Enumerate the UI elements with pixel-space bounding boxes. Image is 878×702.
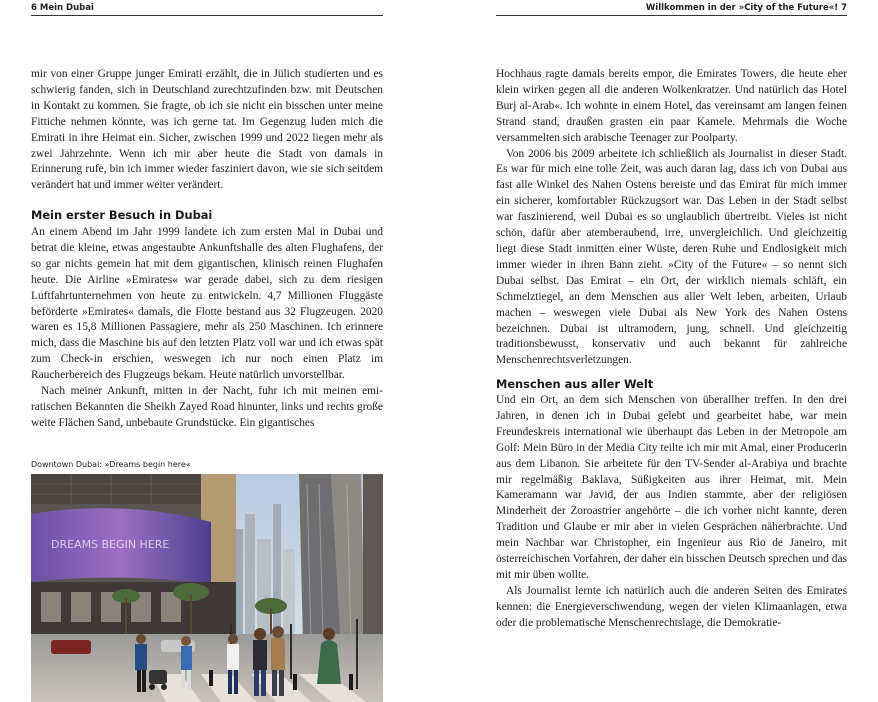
left-visit-text — [31, 225, 383, 432]
paragraph: Nach meiner Ankunft, mitten in der Nacht, fuhr ich mit meinen emiratischen Bekannten die Sheikh Zayed Road hinunter, links und rechts große weite Flächen Sand, unbebaute Grundstücke. Ein gigantisches — [31, 385, 383, 429]
paragraph: Von 2006 bis 2009 arbeitete ich schließlich als Journalist in dieser Stadt. Es war für mich eine tolle Zeit, was auch daran lag, dass ich von Dubai aus fast alle Winkel des Nahen Ostens bereiste und das Emirat für mich immer ein sicherer, komfortabler Rückzugsort war. Das Leben in der Stadt selbst war faszinierend, weil Dubai es so unglaublich übertreibt. Vieles ist nicht schön, dafür aber atemberaubend, irre, unvergleichlich. Und gleichzeitig liegt diese Stadt inmitten einer Wüste, deren Ruhe und Endlosigkeit mich immer wieder in ihren Bann zieht. »City of the Future« – so nennt sich Dubai selbst. Das Emirat – ein Ort, der wirklich niemals schläft, ein Schmelztiegel, an dem Menschen aus aller Welt leben, arbeiten, Urlaub machen – weswegen viele Dubai als New York des Nahen Ostens bezeichnen. Dubai ist ultramodern, jung, schnell. Und gleichzeitig traditionsbewusst, konservativ und auch bekannt für zahlreiche Menschenrechtsverletzungen. — [496, 147, 847, 367]
right-people-text — [496, 393, 847, 632]
left-running-head: 6 Mein Dubai — [31, 2, 383, 16]
downtown-dubai-photo — [31, 474, 383, 702]
screen-sign-text: DREAMS BEGIN HERE — [51, 538, 170, 551]
paragraph: Hochhaus ragte damals bereits empor, die Emirates Towers, die heute eher klein wirken gegen all die anderen Wolkenkratzer. Und natürlich das Hotel Burj al-Arab«. Ich wohnte in einem Hotel, das vereinsamt am langen feinen Strand stand, draußen grasten ein paar Kamele. Mehrmals die Woche versammelten sich arabische Teenager zur Poolparty. — [496, 68, 847, 144]
section-heading-people: Menschen aus aller Welt — [496, 377, 654, 391]
section-heading-first-visit: Mein erster Besuch in Dubai — [31, 208, 213, 222]
paragraph: mir von einer Gruppe junger Emirati erzählt, die in Jülich studierten und es schwierig fanden, sich in Deutschland zurechtzufinden bzw. mit Deutschen in Kontakt zu kommen. Sie fragte, ob ich sie nicht ein bisschen unter meine Fittiche nehmen könnte, was ich gerne tat. Im Gegenzug luden mich die Emirati in ihre Heimat ein. Sicher, zwischen 1999 und 2022 liegen mehr als zwei Jahrzehnte. Wenn ich mir aber heute die Stadt von damals in Erinnerung rufe, bin ich immer wieder fasziniert davon, wie sie sich seitdem verändert hat und immer weiter verändert. — [31, 68, 383, 192]
left-intro-text — [31, 67, 383, 194]
photo-caption: Downtown Dubai: »Dreams begin here« — [31, 460, 191, 469]
paragraph: Und ein Ort, an dem sich Menschen von überallher treffen. In den drei Jahren, in denen ich in Dubai gelebt und gearbeitet habe, war mein Freundeskreis international wie überhaupt das Leben in der Metropole am Golf: Mein Büro in der Media City teilte ich mir mit Amal, einer Producerin aus dem Libanon. Sie arbeitete für den TV-Sender al-Arabiya und brachte mir regelmäßig Baklava, Süßigkeiten aus ihrer Heimat, mit. Mein Kameramann war Javid, der aus Indien stammte, aber der religiösen Minderheit der Zoroastrier angehörte – die ich vorher nicht kannte, deren Tradition und Glaube er mir aber in vielen Gesprächen näherbrachte. Und mein Nachbar war Christopher, ein Ingenieur aus Rio de Janeiro, mit österreichischen Vorfahren, der daher ein bisschen Deutsch sprechen und das mit mir üben wollte. — [496, 394, 847, 581]
right-running-head: Willkommen in der »City of the Future«! 7 — [496, 2, 847, 16]
paragraph: An einem Abend im Jahr 1999 landete ich zum ersten Mal in Dubai und betrat die kleine, etwas angestaubte Ankunftshalle des alten Flughafens, der so gar nichts gemein hat mit dem gigantischen, klinisch reinen Flughafen heute. Die Airline »Emirates« war gerade dabei, sich zu dem riesigen Luftfahrtunternehmen von heute zu entwickeln. 4,7 Millionen Fluggäste beförderte »Emirates« damals, die Flotte bestand aus 32 Flugzeugen. 2020 waren es 15,8 Millionen Passagiere, mehr als 250 Maschinen. Ich erinnere mich, dass die Maschine bis auf den letzten Platz voll war und ich etwas spät zum Check-in erschien, weswegen ich nur noch einen Platz im Raucherbereich des Flugzeugs bekam. Heute natürlich unvorstellbar. — [31, 226, 383, 382]
paragraph: Als Journalist lernte ich natürlich auch die anderen Seiten des Emirates kennen: die Energieverschwendung, wegen der vielen Klimaanlagen, etwa oder die problematische Menschenrechtslage, die Demokratie- — [496, 584, 847, 629]
right-top-text — [496, 67, 847, 369]
right-page — [439, 0, 878, 702]
